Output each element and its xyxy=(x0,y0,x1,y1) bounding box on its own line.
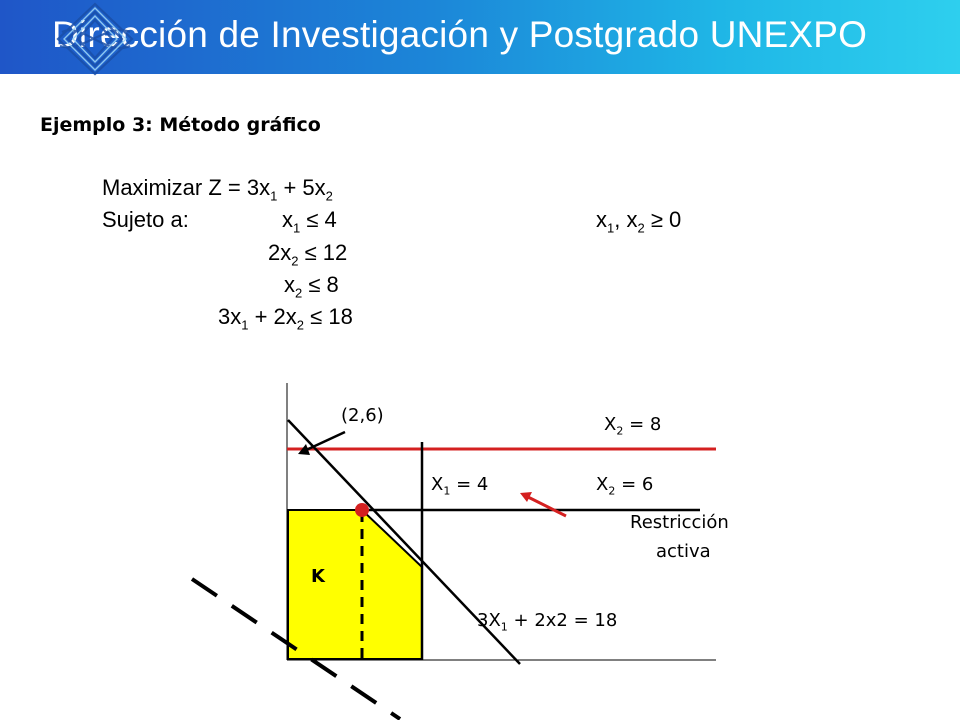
feasible-region xyxy=(288,510,422,659)
label-x1-equals-4: $X_1 = 4$ xyxy=(431,474,489,498)
constraint-3: $x_2 \le 8$ xyxy=(284,272,339,301)
label-3x1-plus-2x2-equals-18: $3X_1 + 2x2 = 18$ xyxy=(477,610,618,634)
optimal-point-label: (2,6) xyxy=(341,405,384,426)
header-title: Dirección de Investigación y Postgrado UNEXPO xyxy=(52,14,868,55)
constraint-1: $x_1 \le 4$ xyxy=(282,207,337,236)
label-x2-equals-6: $X_2 = 6$ xyxy=(596,474,654,498)
optimal-point xyxy=(355,503,369,517)
subject-to-label: Sujeto a: xyxy=(102,207,189,232)
active-constraint-label-line2: activa xyxy=(656,541,711,562)
objective-function: Maximizar $Z = 3x_1 + 5x_2$ xyxy=(102,175,333,204)
label-x2-equals-8: $X_2 = 8$ xyxy=(604,414,662,438)
arrow-active-constraint xyxy=(528,497,566,516)
region-label: K xyxy=(311,566,325,587)
constraint-2: $2x_2 \le 12$ xyxy=(268,240,348,269)
constraint-4: $3x_1 + 2x_2 \le 18$ xyxy=(218,304,353,333)
non-negativity-constraint: $x_1$, $x_2 \ge 0$ xyxy=(596,207,682,236)
slide-subtitle: Ejemplo 3: Método gráfico xyxy=(40,114,321,136)
active-constraint-label-line1: Restricción xyxy=(630,512,729,533)
